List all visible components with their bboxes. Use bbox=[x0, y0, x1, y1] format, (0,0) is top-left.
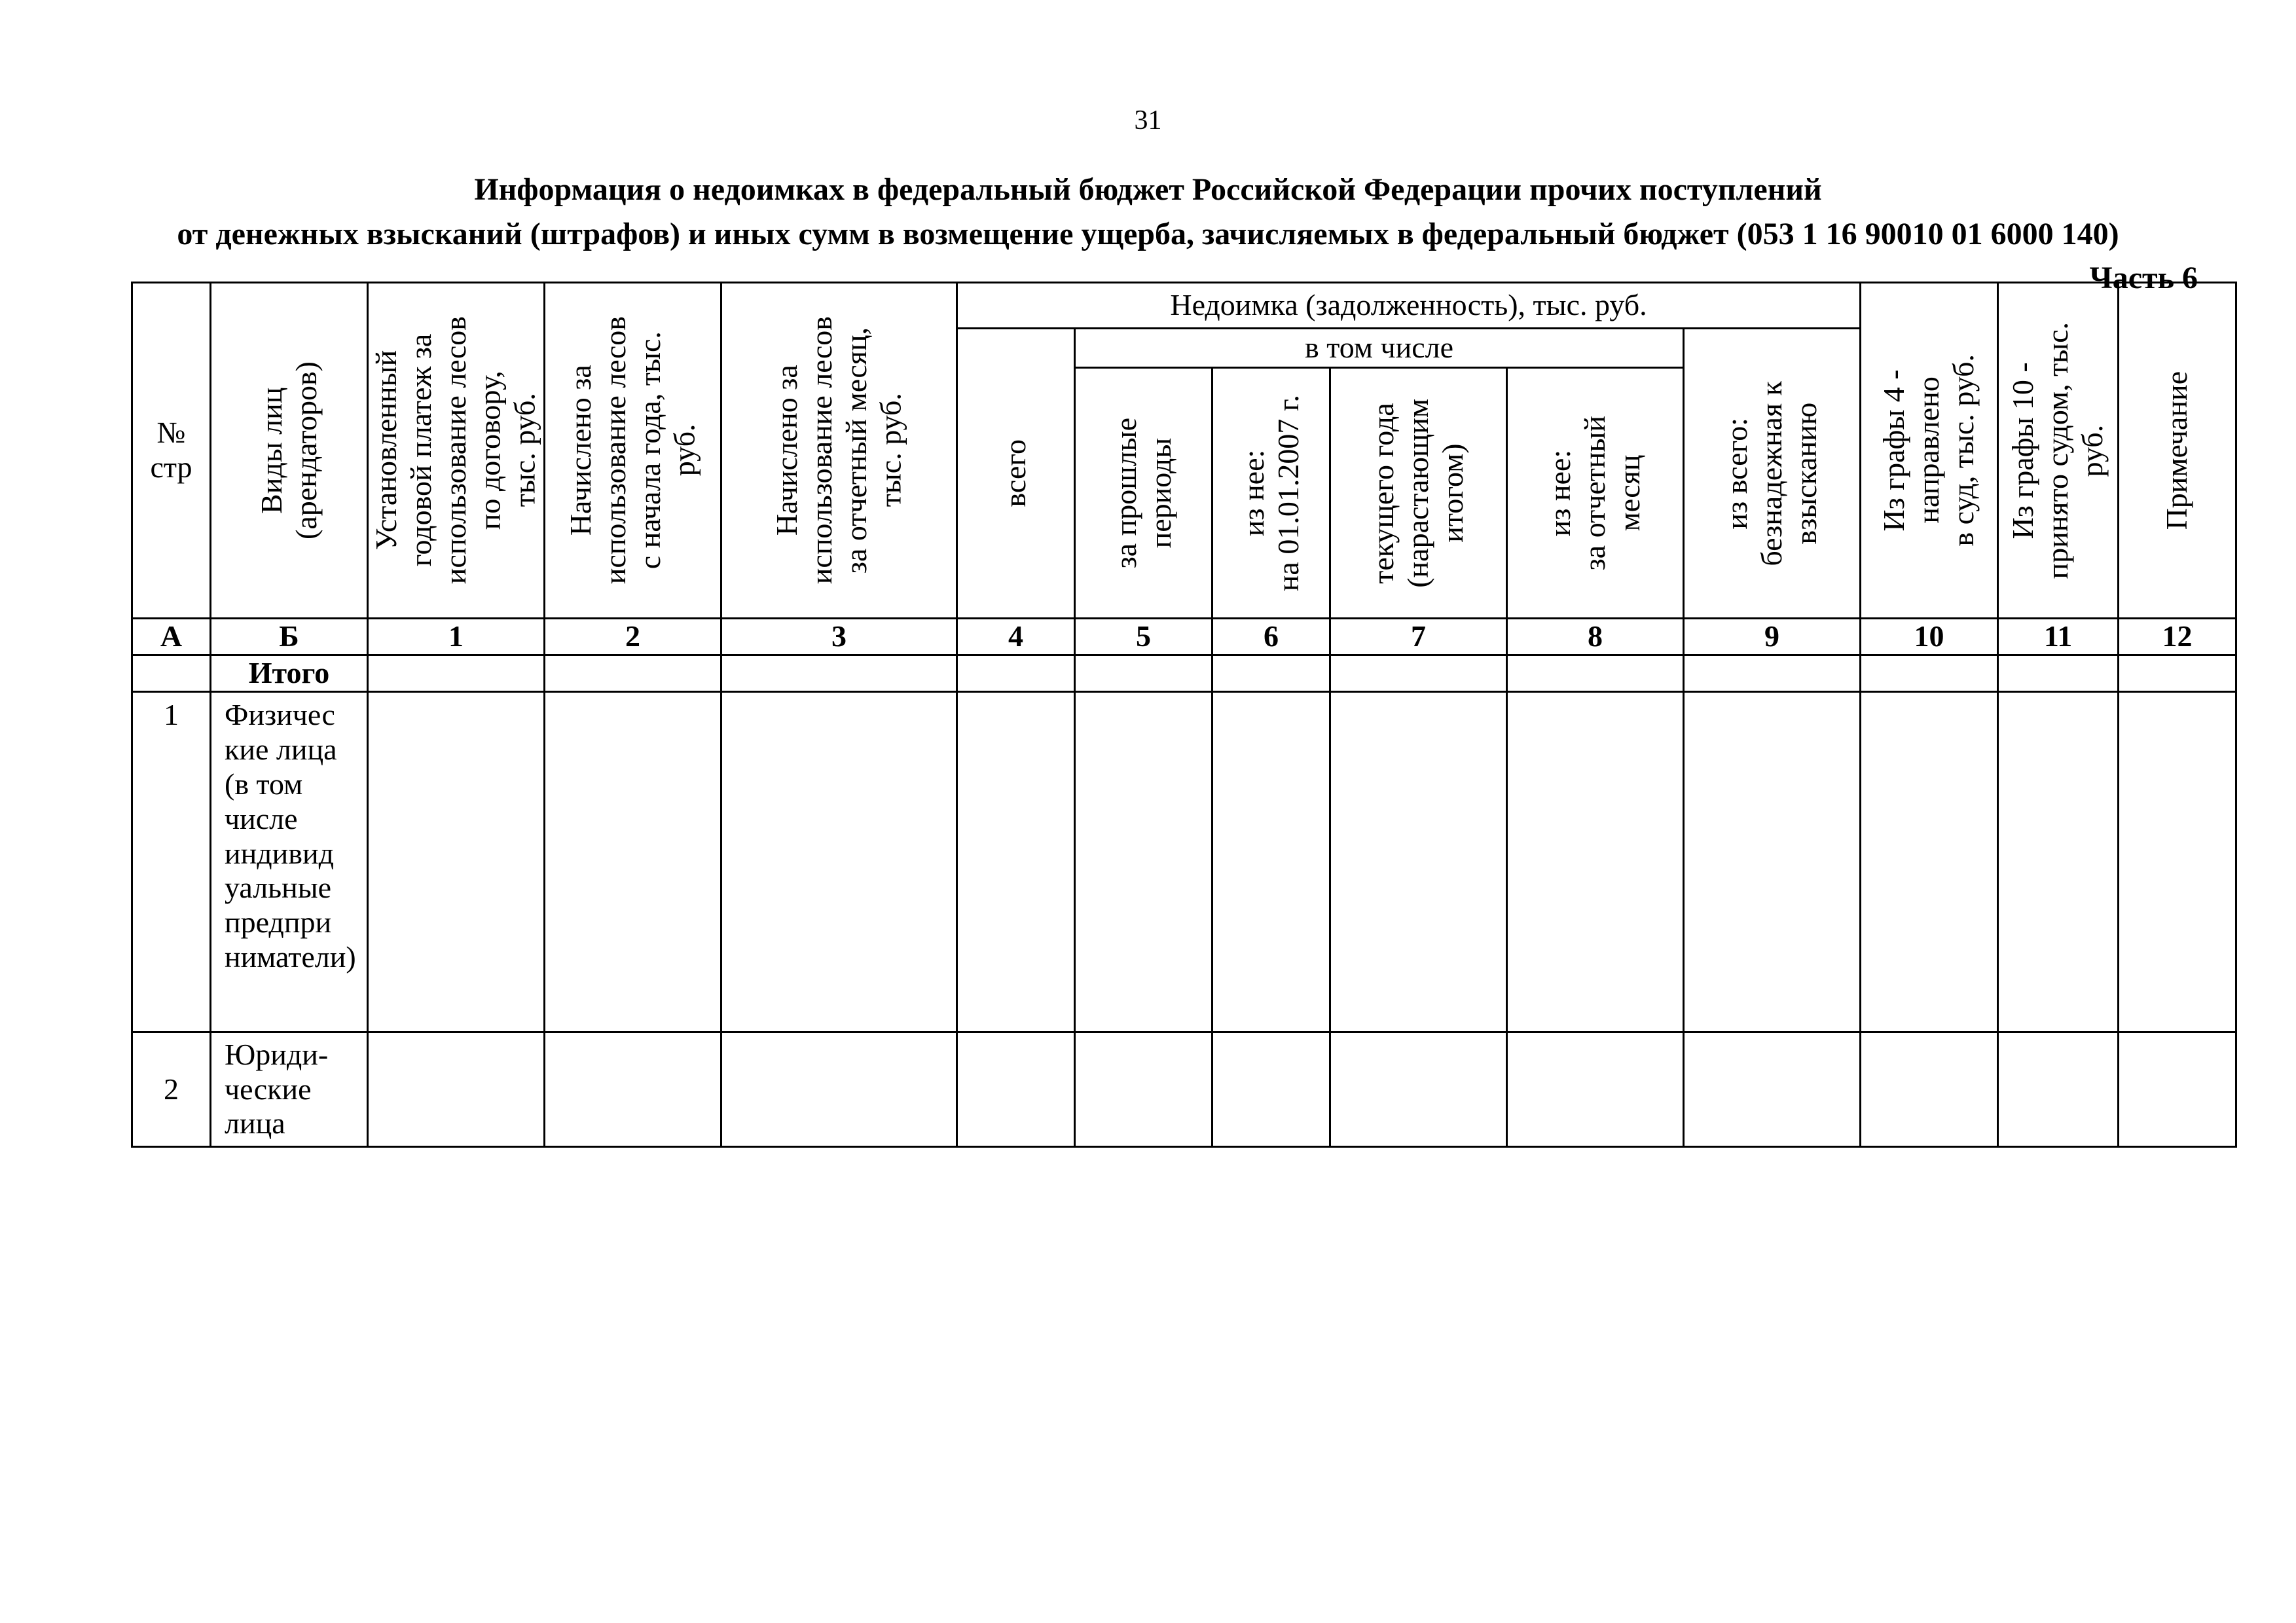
header-col-9: из всего: безнадежная к взысканию bbox=[1684, 329, 1861, 619]
header-col-7: текущего года (нарастающим итогом) bbox=[1330, 368, 1507, 619]
table-row-total bbox=[132, 655, 2236, 692]
colnum: 3 bbox=[721, 619, 957, 655]
header-col-3: Начислено за использование лесов за отчетный месяц, тыс. руб. bbox=[721, 283, 957, 619]
header-col-10: Из графы 4 - направлено в суд, тыс. руб. bbox=[1861, 283, 1998, 619]
part-label: Часть 6 bbox=[2089, 261, 2198, 295]
colnum: Б bbox=[211, 619, 368, 655]
colnum: 2 bbox=[545, 619, 721, 655]
header-col-6: из нее: на 01.01.2007 г. bbox=[1212, 368, 1330, 619]
header-col-11: Из графы 10 - принято судом, тыс. руб. bbox=[1998, 283, 2119, 619]
colnum: 9 bbox=[1684, 619, 1861, 655]
colnum: 8 bbox=[1507, 619, 1684, 655]
colnum: 1 bbox=[368, 619, 545, 655]
colnum: 5 bbox=[1075, 619, 1212, 655]
header-row-number: № стр bbox=[132, 283, 211, 619]
header-col-12: Примечание bbox=[2119, 283, 2236, 619]
column-numbers-row bbox=[132, 619, 2236, 655]
document-title-line-1: Информация о недоимках в федеральный бюджет Российской Федерации прочих поступлений bbox=[474, 172, 1822, 207]
row-label-individuals: Физичес кие лица (в том числе индивид уальные предпри ниматели) bbox=[211, 692, 368, 1032]
header-col-1: Установленный годовой платеж за использование лесов по договору, тыс. руб. bbox=[368, 283, 545, 619]
header-including: в том числе bbox=[1075, 329, 1684, 368]
table-row-individuals bbox=[132, 692, 2236, 1032]
row-label-total: Итого bbox=[211, 655, 368, 692]
header-col-4: всего bbox=[957, 329, 1075, 619]
row-number bbox=[132, 655, 211, 692]
colnum: 10 bbox=[1861, 619, 1998, 655]
row-label-legal-entities: Юриди- ческие лица bbox=[211, 1032, 368, 1147]
table-row-legal-entities bbox=[132, 1032, 2236, 1147]
page-number: 31 bbox=[1134, 105, 1162, 136]
header-col-8: из нее: за отчетный месяц bbox=[1507, 368, 1684, 619]
colnum: 6 bbox=[1212, 619, 1330, 655]
header-arrears: Недоимка (задолженность), тыс. руб. bbox=[957, 283, 1861, 329]
colnum: А bbox=[132, 619, 211, 655]
header-col-2: Начислено за использование лесов с начала года, тыс. руб. bbox=[545, 283, 721, 619]
row-number: 2 bbox=[132, 1032, 211, 1147]
arrears-table bbox=[131, 282, 2237, 1148]
row-number: 1 bbox=[132, 692, 211, 1032]
colnum: 4 bbox=[957, 619, 1075, 655]
header-person-types: Виды лиц (арендаторов) bbox=[211, 283, 368, 619]
document-title-line-2: от денежных взысканий (штрафов) и иных сумм в возмещение ущерба, зачисляемых в федеральный бюджет (053 1 16 90010 01 6000 140) bbox=[177, 217, 2119, 251]
colnum: 7 bbox=[1330, 619, 1507, 655]
colnum: 11 bbox=[1998, 619, 2119, 655]
colnum: 12 bbox=[2119, 619, 2236, 655]
header-col-5: за прошлые периоды bbox=[1075, 368, 1212, 619]
